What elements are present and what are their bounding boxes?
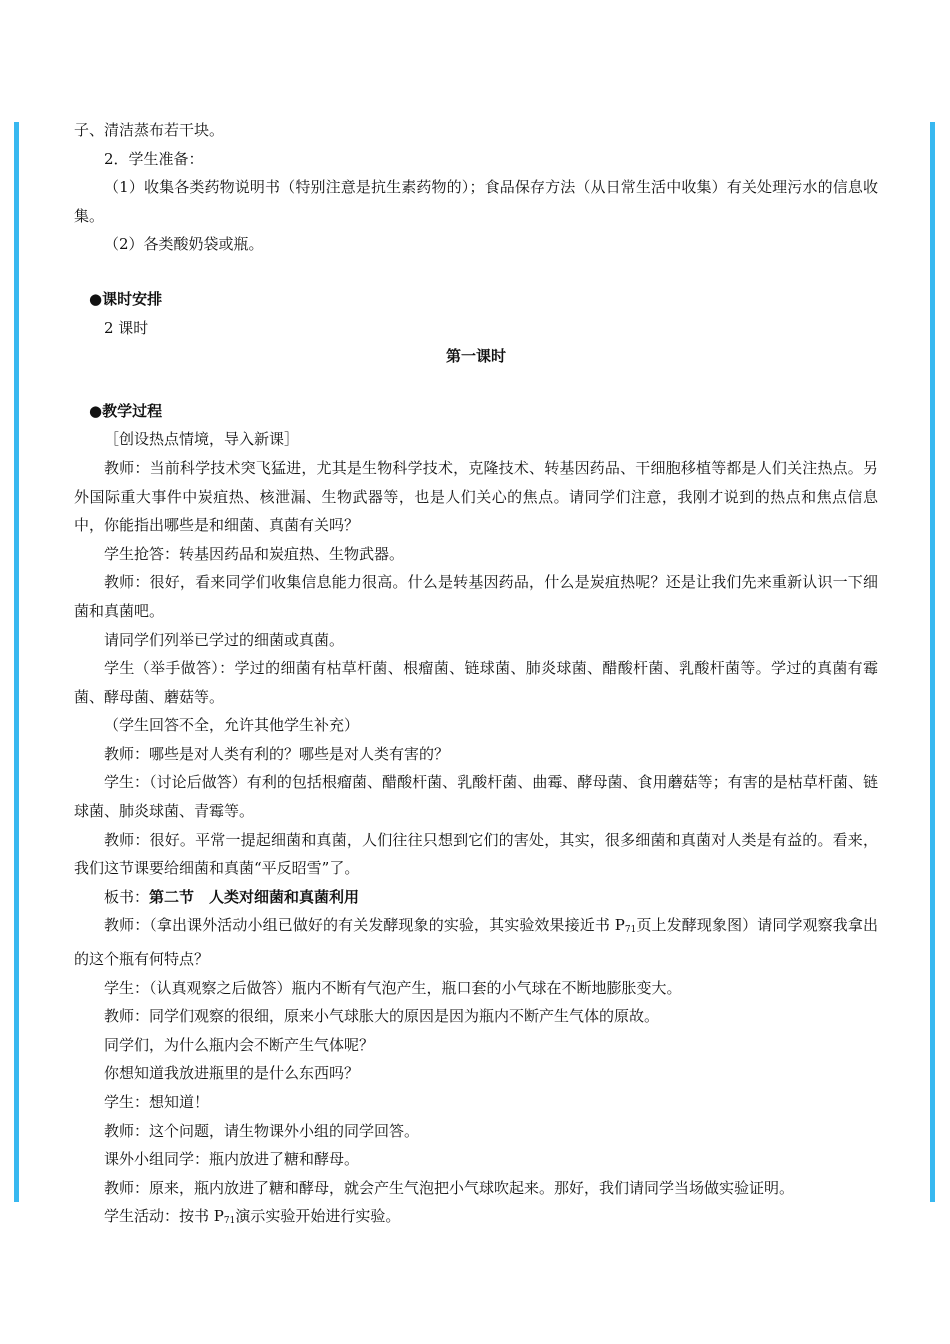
page-subscript: 71: [223, 1216, 236, 1227]
page-border-right: [930, 122, 935, 1202]
text-line: 学生：想知道！: [104, 1093, 210, 1111]
text-line: 学生（举手做答）：学过的细菌有枯草杆菌、根瘤菌、链球菌、肺炎球菌、醋酸杆菌、乳酸杆菌等。学过的真菌有霉菌、酵母菌、蘑菇等。: [74, 659, 878, 706]
page-border-left: [14, 122, 19, 1202]
text-line: 你想知道我放进瓶里的是什么东西吗？: [104, 1064, 360, 1083]
text-line: 学生：（讨论后做答）有利的包括根瘤菌、醋酸杆菌、乳酸杆菌、曲霉、酵母菌、食用蘑菇等；有害的是枯草杆菌、链球菌、肺炎球菌、青霉等。: [74, 773, 878, 821]
board-note-prefix: 板书：: [104, 887, 150, 906]
text-line: 学生：（认真观察之后做答）瓶内不断有气泡产生，瓶口套的小气球在不断地膨胀变大。: [104, 978, 682, 997]
text-line: 教师：同学们观察的很细，原来小气球胀大的原因是因为瓶内不断产生气体的原故。: [104, 1007, 660, 1026]
text-fragment: 页上发酵现象图）请同学观察我拿出的这个瓶有何特点？: [74, 916, 878, 969]
text-line: 子、清洁蒸布若干块。: [74, 121, 225, 139]
text-fragment: 教师：（拿出课外活动小组已做好的有关发酵现象的实验，其实验效果接近书 P: [104, 916, 625, 935]
text-line: 教师：这个问题，请生物课外小组的同学回答。: [104, 1121, 420, 1140]
text-line: 同学们，为什么瓶内会不断产生气体呢？: [104, 1035, 375, 1054]
text-line: 教师：当前科学技术突飞猛进，尤其是生物科学技术，克隆技术、转基因药品、干细胞移植等都是人们关注热点。另外国际重大事件中炭疽热、核泄漏、生物武器等，也是人们关心的焦点。请同学们注意，我刚才说到的热点和焦点信息中，你能指出哪些是和细菌、真菌有关吗？: [74, 458, 878, 535]
section-heading-process: ●教学过程: [89, 401, 163, 420]
text-line: 教师：很好，看来同学们收集信息能力很高。什么是转基因药品，什么是炭疽热呢？还是让我们先来重新认识一下细菌和真菌吧。: [74, 573, 878, 620]
text-line: ［创设热点情境，导入新课］: [104, 430, 300, 449]
text-line: 2．学生准备：: [104, 149, 204, 168]
section-heading-schedule: ●课时安排: [89, 289, 163, 308]
text-line: （2）各类酸奶袋或瓶。: [104, 235, 264, 254]
document-body: [74, 116, 878, 1236]
lesson-title: 第一课时: [445, 347, 506, 366]
text-line: （1）收集各类药物说明书（特别注意是抗生素药物的）；食品保存方法（从日常生活中收集）有关处理污水的信息收集。: [74, 178, 878, 225]
text-line: [74, 1202, 878, 1236]
text-fragment: 演示实验开始进行实验。: [235, 1207, 401, 1226]
page-subscript: 71: [624, 925, 637, 936]
text-fragment: 学生活动：按书 P: [104, 1207, 224, 1226]
board-note-title: 第二节 人类对细菌和真菌利用: [149, 887, 360, 906]
text-line: 教师：原来，瓶内放进了糖和酵母，就会产生气泡把小气球吹起来。那好，我们请同学当场做实验证明。: [104, 1178, 795, 1197]
text-line: 2 课时: [104, 318, 149, 337]
text-line: [74, 911, 878, 973]
text-line: 教师：哪些是对人类有利的？哪些是对人类有害的？: [104, 744, 450, 763]
spacer: [74, 259, 878, 285]
text-line: （学生回答不全，允许其他学生补充）: [104, 716, 360, 735]
board-note: [74, 883, 878, 912]
text-line: 请同学们列举已学过的细菌或真菌。: [104, 630, 345, 649]
text-line: 课外小组同学：瓶内放进了糖和酵母。: [104, 1150, 360, 1169]
text-line: 学生抢答：转基因药品和炭疽热、生物武器。: [104, 544, 405, 563]
text-line: 教师：很好。平常一提起细菌和真菌，人们往往只想到它们的害处，其实，很多细菌和真菌对人类是有益的。看来，我们这节课要给细菌和真菌“平反昭雪”了。: [74, 830, 878, 878]
spacer: [74, 371, 878, 397]
